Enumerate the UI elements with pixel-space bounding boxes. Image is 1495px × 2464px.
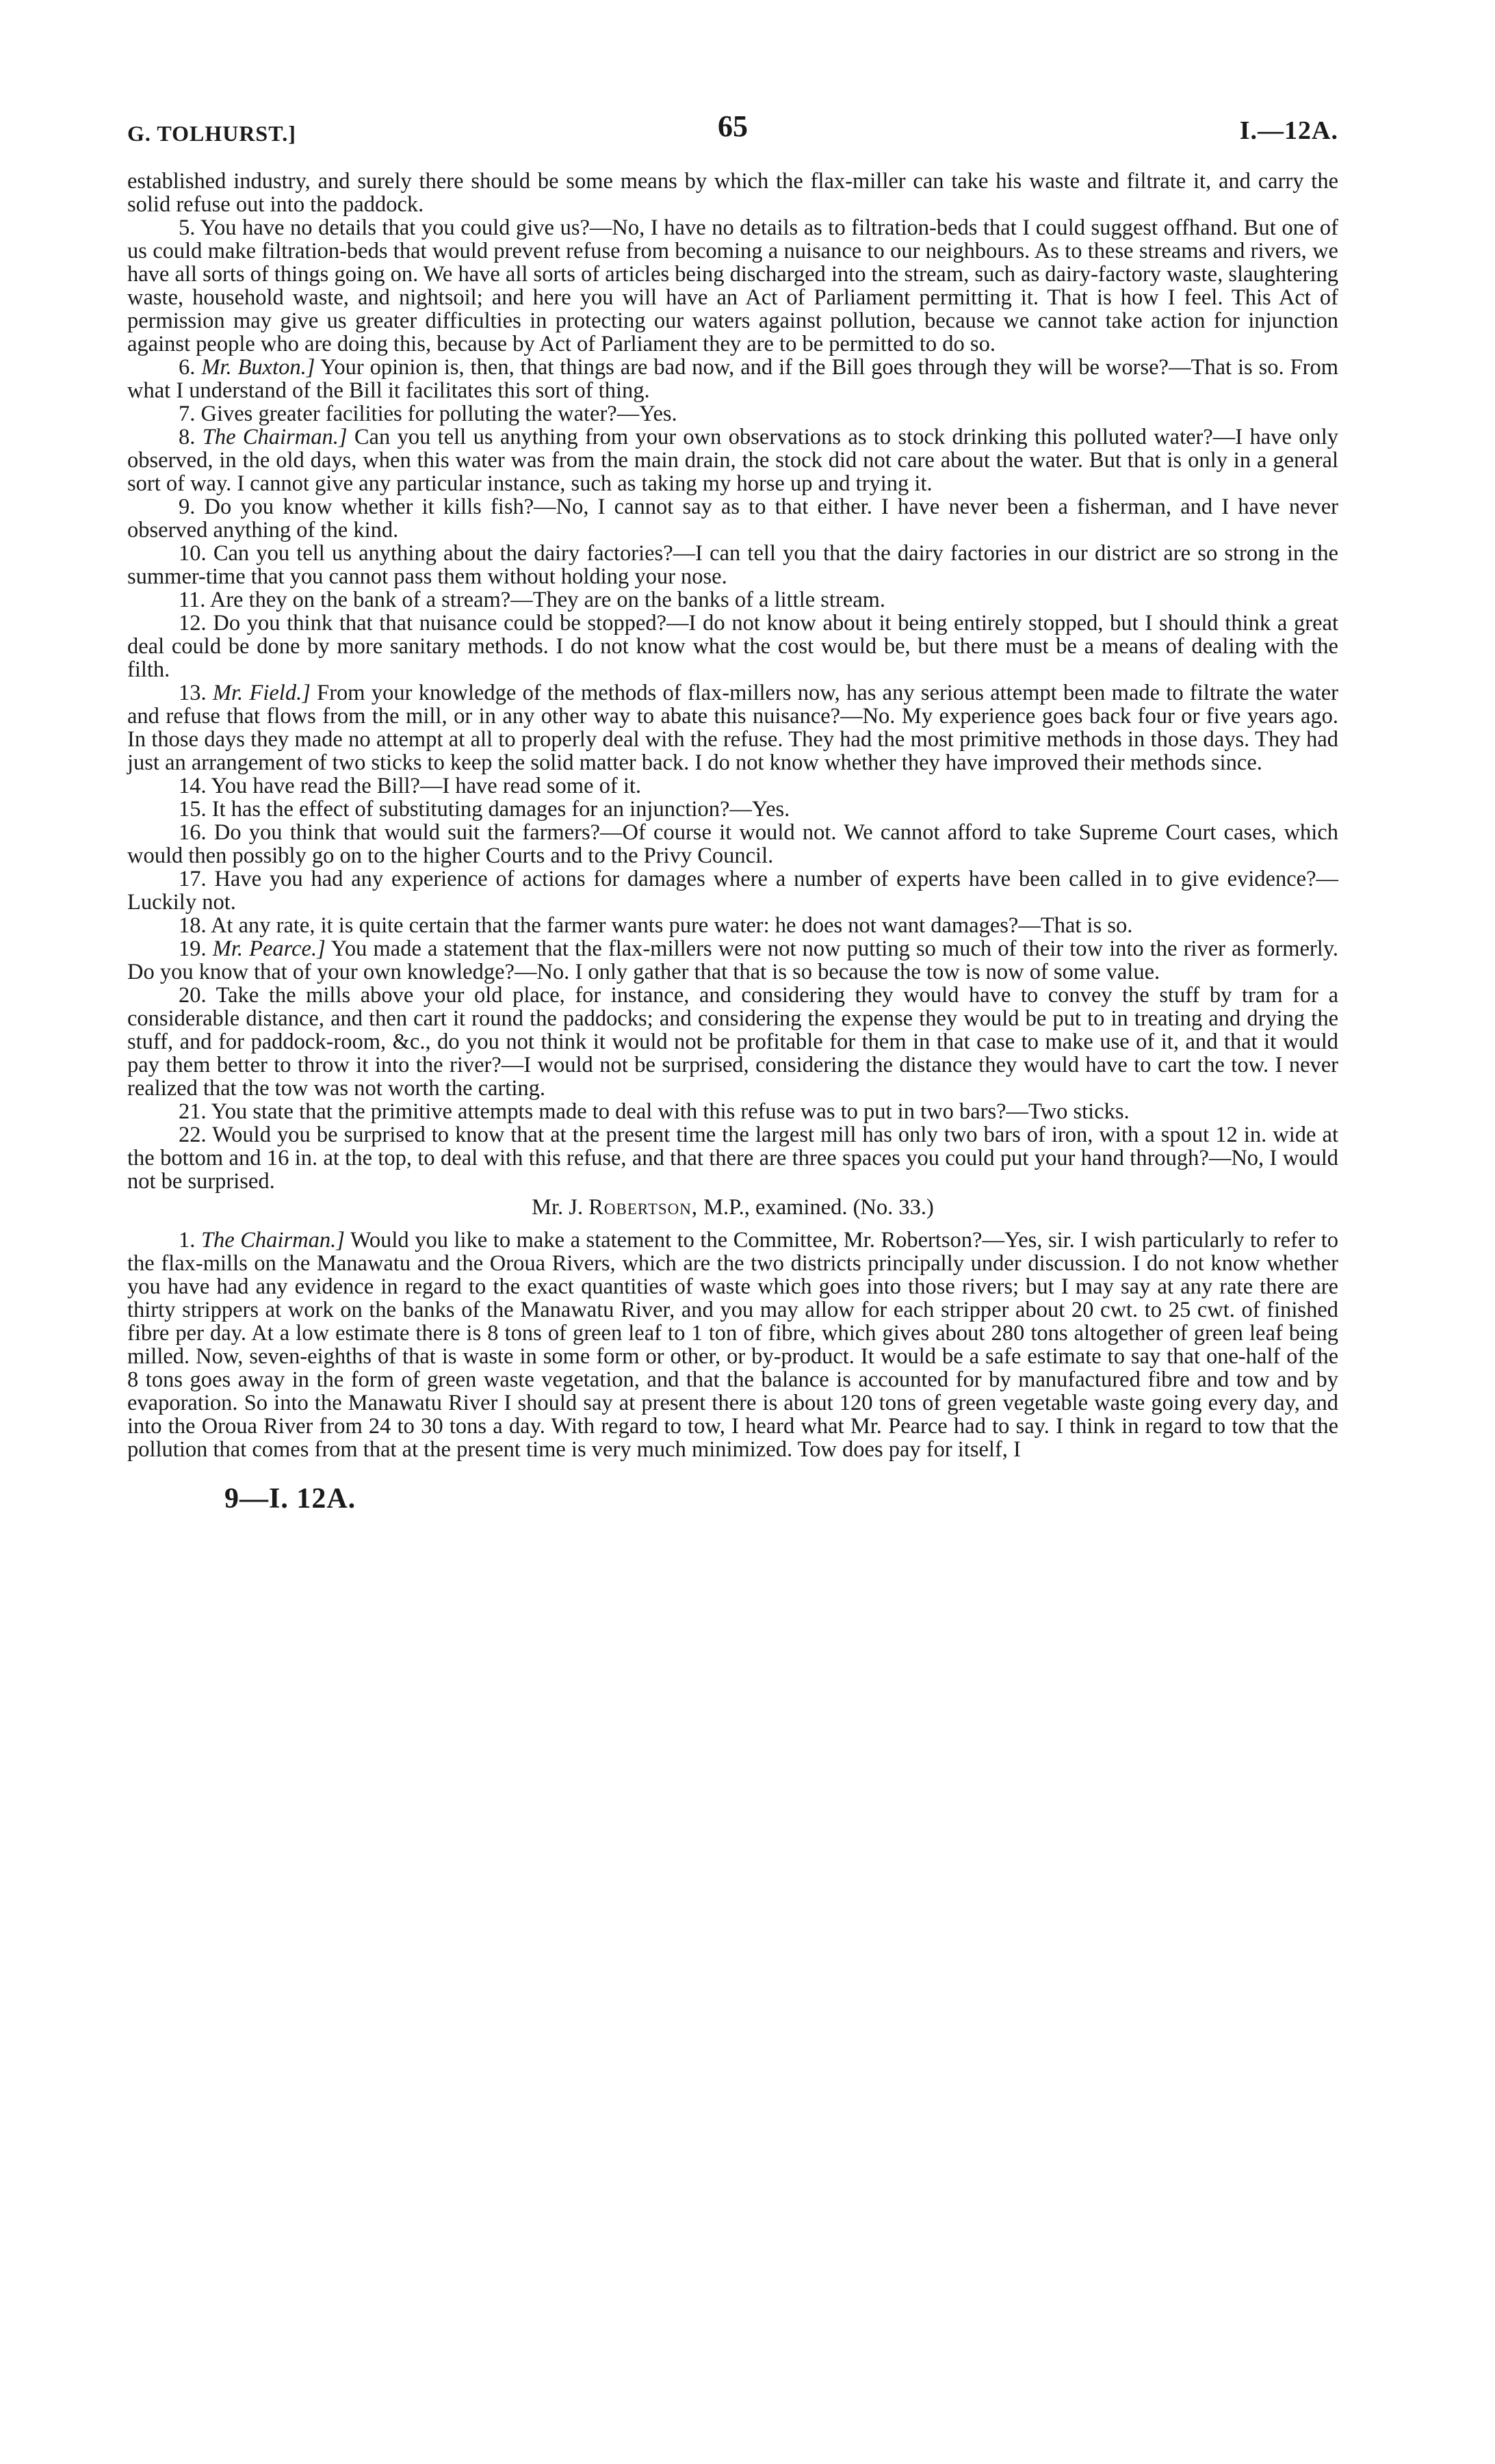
paragraph-text: From your knowledge of the methods of flax-millers now, has any serious attempt been made to filtrate the water and refuse that flows from the mill, or in any other way to abate this nuisance?—No. My experience goes back four or five years ago. In those days they made no attempt at all to properly deal with the refuse. They had the most primitive methods in those days. They had just an arrangement of two sticks to keep the solid matter back. I do not know whether they have improved their methods since. [127, 681, 1339, 775]
section-heading-prefix: Mr. J. [532, 1195, 584, 1220]
paragraph-text: 9. Do you know whether it kills fish?—No, I cannot say as to that either. I have never been a fisherman, and I have never observed anything of the kind. [127, 495, 1338, 542]
question-number: 1. [179, 1228, 196, 1253]
paragraph-text: 21. You state that the primitive attempts made to deal with this refuse was to put in two bars?—Two sticks. [179, 1099, 1130, 1124]
page-number: 65 [718, 109, 748, 143]
speaker-name: The Chairman.] [202, 425, 348, 449]
paragraph [127, 1100, 1338, 1123]
paragraph [127, 914, 1338, 937]
paragraph-text: 14. You have read the Bill?—I have read some of it. [179, 774, 642, 798]
header-witness-name: G. TOLHURST.] [127, 121, 296, 146]
paragraph-text: You made a statement that the flax-millers were not now putting so much of their tow into the river as formerly. Do you know that of your own knowledge?—No. I only gather that that is so because the tow is now of some value. [127, 936, 1339, 984]
paragraph-text: 15. It has the effect of substituting damages for an injunction?—Yes. [179, 797, 790, 822]
paragraph [127, 798, 1338, 821]
question-number: 8. [179, 425, 196, 449]
paragraph [127, 402, 1338, 425]
paragraph [127, 867, 1338, 914]
paragraph [127, 774, 1338, 798]
section-paragraphs [127, 1229, 1338, 1461]
paragraph-text: Would you like to make a statement to the Committee, Mr. Robertson?—Yes, sir. I wish particularly to refer to the flax-mills on the Manawatu and the Oroua Rivers, which are the two districts principally under discussion. I do not know whether you have had any evidence in regard to the exact quantities of waste which goes into those rivers; but I may say at any rate there are thirty strippers at work on the banks of the Manawatu River, and you may allow for each stripper about 20 cwt. to 25 cwt. of finished fibre per day. At a low estimate there is 8 tons of green leaf to 1 ton of fibre, which gives about 280 tons altogether of green leaf being milled. Now, seven-eighths of that is waste in some form or other, or by-product. It would be a safe estimate to say that one-half of the 8 tons goes away in the form of green waste vegetation, and that the balance is accounted for by manufactured fibre and tow and by evaporation. So into the Manawatu River I should say at present there is about 120 tons of green vegetable waste going every day, and into the Oroua River from 24 to 30 tons a day. With regard to tow, I heard what Mr. Pearce had to say. I think in regard to tow that the pollution that comes from that at the present time is very much minimized. Tow does pay for itself, I [127, 1228, 1338, 1462]
paragraph [127, 170, 1338, 216]
paragraph [127, 984, 1338, 1100]
footer-signature-mark: 9—I. 12A. [224, 1483, 356, 1515]
paragraph [127, 1123, 1338, 1193]
paragraph [127, 425, 1338, 495]
paragraph [127, 356, 1338, 402]
paragraph [127, 542, 1338, 588]
paragraph-text: 16. Do you think that would suit the farmers?—Of course it would not. We cannot afford to take Supreme Court cases, which would then possibly go on to the higher Courts and to the Privy Council. [127, 820, 1338, 868]
paragraph-text: 22. Would you be surprised to know that at the present time the largest mill has only two bars of iron, with a spout 12 in. wide at the bottom and 16 in. at the top, to deal with this refuse, and that there are three spaces you could put your hand through?—No, I would not be surprised. [127, 1123, 1338, 1194]
paragraph-text: 10. Can you tell us anything about the dairy factories?—I can tell you that the dairy factories in our district are so strong in the summer-time that you cannot pass them without holding your nose. [127, 541, 1338, 589]
paragraph [127, 216, 1338, 356]
paragraph-text: 11. Are they on the bank of a stream?—They are on the banks of a little stream. [179, 588, 886, 612]
paragraph-text: 20. Take the mills above your old place, for instance, and considering they would have to convey the stuff by tram for a considerable distance, and then cart it round the paddocks; and considering the expense they would be put to in treating and drying the stuff, and for paddock-room, &c., do you not think it would not be profitable for them in that case to make use of it, and that it would pay them better to throw it into the river?—I would not be surprised, considering the distance they would have to cart the tow. I never realized that the tow was not worth the carting. [127, 983, 1338, 1101]
paragraph-text: 17. Have you had any experience of actions for damages where a number of experts have been called in to give evidence?—Luckily not. [127, 867, 1338, 915]
evidence-paragraphs [127, 170, 1338, 1193]
question-number: 19. [179, 936, 207, 961]
question-number: 13. [179, 681, 207, 705]
paragraph [127, 821, 1338, 867]
speaker-name: Mr. Field.] [212, 681, 311, 705]
paragraph [127, 681, 1338, 774]
paragraph-text: 12. Do you think that that nuisance could be stopped?—I do not know about it being entirely stopped, but I should think a great deal could be done by more sanitary methods. I do not know what the cost would be, but there must be a means of dealing with the filth. [127, 611, 1338, 682]
paragraph [127, 495, 1338, 542]
speaker-name: The Chairman.] [200, 1228, 345, 1253]
paragraph-text: established industry, and surely there should be some means by which the flax-miller can take his waste and filtrate it, and carry the solid refuse out into the paddock. [127, 169, 1338, 217]
section-heading-suffix: M.P., examined. (No. 33.) [703, 1195, 934, 1220]
document-page [127, 109, 1339, 1515]
speaker-name: Mr. Buxton.] [201, 355, 315, 380]
paragraph-text: Can you tell us anything from your own observations as to stock drinking this polluted water?—I have only observed, in the old days, when this water was from the main drain, the stock did not care about the water. But that is only in a general sort of way. I cannot give any particular instance, such as taking my horse up and trying it. [127, 425, 1338, 496]
paragraph [127, 1229, 1338, 1461]
section-heading-name: Robertson, [588, 1195, 699, 1220]
paragraph-text: 18. At any rate, it is quite certain that the farmer wants pure water: he does not want damages?—That is so. [179, 913, 1133, 938]
paragraph-text: 7. Gives greater facilities for polluting the water?—Yes. [179, 402, 677, 426]
paragraph [127, 937, 1338, 984]
question-number: 6. [179, 355, 196, 380]
document-body [127, 170, 1338, 1461]
speaker-name: Mr. Pearce.] [212, 936, 326, 961]
paragraph [127, 588, 1338, 612]
paragraph-text: Your opinion is, then, that things are bad now, and if the Bill goes through they will be worse?—That is so. From what I understand of the Bill it facilitates this sort of thing. [127, 355, 1339, 403]
paragraph-text: 5. You have no details that you could give us?—No, I have no details as to filtration-beds that I could suggest offhand. But one of us could make filtration-beds that would prevent refuse from becoming a nuisance to our neighbours. As to these streams and rivers, we have all sorts of things going on. We have all sorts of articles being discharged into the stream, such as dairy-factory waste, slaughtering waste, household waste, and nightsoil; and here you will have an Act of Parliament permitting it. That is how I feel. This Act of permission may give us greater difficulties in protecting our waters against pollution, because we cannot take action for injunction against people who are doing this, because by Act of Parliament they are to be permitted to do so. [127, 215, 1338, 356]
paragraph [127, 612, 1338, 681]
running-header [127, 109, 1338, 156]
header-paper-reference: I.—12A. [1239, 116, 1338, 145]
section-heading [127, 1194, 1338, 1220]
